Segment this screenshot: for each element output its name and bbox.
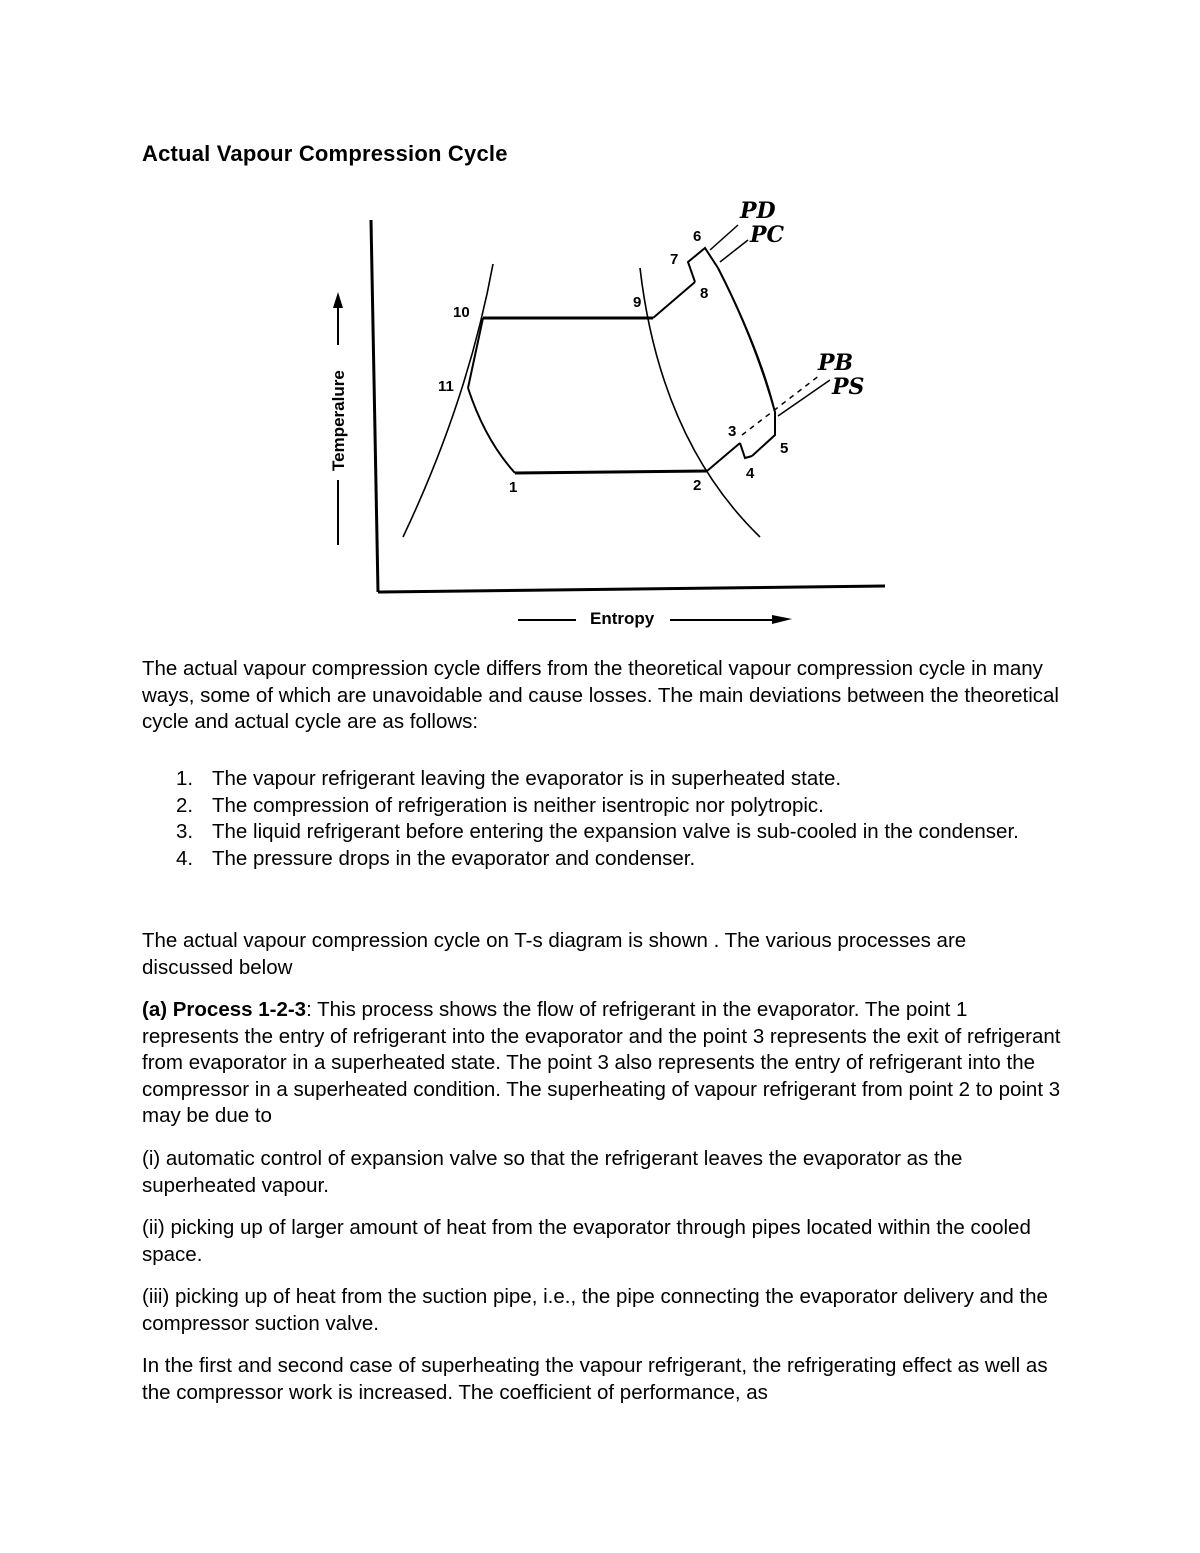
ts-diagram-svg <box>300 180 920 640</box>
process-a-paragraph <box>142 997 1062 1130</box>
step-4-5 <box>752 412 775 456</box>
x-axis-arrowhead <box>772 615 792 624</box>
list-item-text: The vapour refrigerant leaving the evaporator is in superheated state. <box>212 767 842 790</box>
ts-diagram <box>300 180 920 640</box>
list-item-number: 4. <box>176 846 194 870</box>
process-a-heading: (a) Process 1-2-3 <box>142 998 307 1021</box>
point-label-5: 5 <box>780 440 789 457</box>
process-6-7-8 <box>688 248 718 282</box>
list-item-text: The liquid refrigerant before entering the expansion valve is sub-cooled in the condenser. <box>212 820 1019 843</box>
point-label-1: 1 <box>509 479 518 496</box>
process-a-text: : This process shows the flow of refrigerant in the evaporator. The point 1 represents the entry of refrigerant into the evaporator and the point 3 represents the exit of refrigerant from evaporator in a superheated state. The point 3 also represents the entry of refrigerant into the compressor in a superheated condition. The superheating of vapour refrigerant from point 2 to point 3 may be due to <box>142 998 1061 1127</box>
deviations-list <box>142 766 1112 872</box>
point-label-2: 2 <box>693 477 702 494</box>
drop-3-4 <box>740 443 752 458</box>
compression-5-6 <box>718 268 775 412</box>
closing-paragraph: In the first and second case of superheating the vapour refrigerant, the refrigerating effect as well as the compressor work is increased. The coefficient of performance, as <box>142 1354 1048 1404</box>
point-label-10: 10 <box>453 304 470 321</box>
point-label-8: 8 <box>700 285 709 302</box>
saturated-liquid-line <box>403 264 493 537</box>
pd-leader <box>710 225 738 250</box>
expansion-11-1 <box>468 388 515 473</box>
pressure-label-pd: PD <box>740 198 776 224</box>
list-item-number: 3. <box>176 820 194 843</box>
point-label-4: 4 <box>746 465 755 482</box>
evaporation-line-1-2 <box>515 471 707 473</box>
subcooling-10-11 <box>468 318 483 388</box>
y-axis <box>371 220 378 592</box>
list-item <box>176 766 1112 793</box>
pb-leader <box>742 375 820 435</box>
list-item <box>176 793 1112 820</box>
ps-leader <box>778 380 830 416</box>
y-axis-arrowhead <box>333 292 343 308</box>
point-label-6: 6 <box>693 228 702 245</box>
list-item <box>176 819 1112 846</box>
list-item <box>176 846 1112 873</box>
point-label-7: 7 <box>670 251 679 268</box>
page-title: Actual Vapour Compression Cycle <box>142 141 508 166</box>
x-axis-label: Entropy <box>590 609 655 628</box>
x-axis <box>378 586 885 592</box>
reason-i-paragraph: (i) automatic control of expansion valve so that the refrigerant leaves the evaporator as the superheated vapour. <box>142 1147 963 1197</box>
condenser-pressure-curve <box>718 268 775 412</box>
list-item-number: 2. <box>176 793 194 817</box>
list-item-text: The pressure drops in the evaporator and condenser. <box>212 846 696 870</box>
y-axis-label: Temperalure <box>329 370 348 471</box>
intro-paragraph: The actual vapour compression cycle differs from the theoretical vapour compression cycle in many ways, some of which are unavoidable and cause losses. The main deviations between the theoretical cycle and actual cycle are as follows: <box>142 657 1059 733</box>
pressure-label-pc: PC <box>750 222 785 248</box>
reason-iii-paragraph: (iii) picking up of heat from the suction pipe, i.e., the pipe connecting the evaporator delivery and the compressor suction valve. <box>142 1285 1048 1335</box>
list-item-text: The compression of refrigeration is neither isentropic nor polytropic. <box>212 793 824 817</box>
saturated-vapour-line <box>640 268 760 537</box>
pc-leader <box>720 240 748 262</box>
pressure-label-ps: PS <box>832 374 865 400</box>
reason-ii-paragraph: (ii) picking up of larger amount of heat from the evaporator through pipes located within the cooled space. <box>142 1216 1031 1266</box>
diagram-note-paragraph: The actual vapour compression cycle on T-s diagram is shown . The various processes are discussed below <box>142 929 967 979</box>
superheat-2-3 <box>707 443 740 471</box>
list-item-number: 1. <box>176 767 194 790</box>
point-label-11: 11 <box>438 378 454 395</box>
desuperheat-8-9 <box>653 282 695 318</box>
point-label-9: 9 <box>633 294 642 311</box>
pressure-label-pb: PB <box>818 350 854 376</box>
point-label-3: 3 <box>728 423 737 440</box>
